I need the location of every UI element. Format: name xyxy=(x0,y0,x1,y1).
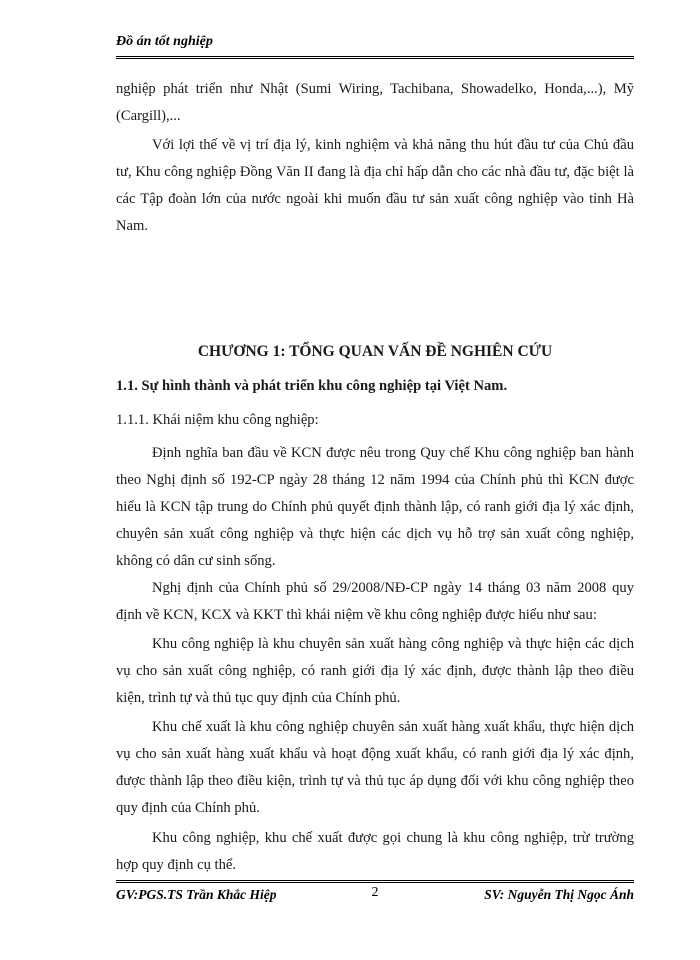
paragraph-export-zone: Khu chế xuất là khu công nghiệp chuyên sản xuất hàng xuất khẩu, thực hiện dịch vụ cho sản xuất hàng xuất khẩu và hoạt động xuất khẩu, có ranh giới địa lý xác định, được thành lập theo điều kiện, trình tự và thủ tục áp dụng đối với khu công nghiệp theo quy định của Chính phủ. xyxy=(116,719,634,816)
section-title: 1.1. Sự hình thành và phát triển khu công nghiệp tại Việt Nam. xyxy=(116,378,508,394)
footer-student: SV: Nguyễn Thị Ngọc Ánh xyxy=(484,887,634,902)
header-title: Đồ án tốt nghiệp xyxy=(116,34,213,49)
paragraph-advantages: Với lợi thế về vị trí địa lý, kinh nghiệm và khả năng thu hút đầu tư của Chủ đầu tư, Khu công nghiệp Đồng Văn II đang là địa chỉ hấp dẫn cho các nhà đầu tư, đặc biệt là các Tập đoàn lớn của nước ngoài khi muốn đầu tư sản xuất công nghiệp vào tỉnh Hà Nam. xyxy=(116,137,634,234)
paragraph-definition-1994: Định nghĩa ban đầu về KCN được nêu trong Quy chế Khu công nghiệp ban hành theo Nghị định số 192-CP ngày 28 tháng 12 năm 1994 của Chính phủ thì KCN được hiểu là KCN tập trung do Chính phủ quyết định thành lập, có ranh giới địa lý xác định, chuyên sản xuất công nghiệp và thực hiện các dịch vụ hỗ trợ sản xuất công nghiệp, không có dân cư sinh sống. xyxy=(116,445,634,569)
page-number: 2 xyxy=(371,885,379,900)
page-header xyxy=(116,34,634,59)
paragraph-continuation: nghiệp phát triển như Nhật (Sumi Wiring, Tachibana, Showadelko, Honda,...), Mỹ (Cargill),... xyxy=(116,81,634,124)
chapter-title: CHƯƠNG 1: TỔNG QUAN VẤN ĐỀ NGHIÊN CỨU xyxy=(197,343,553,360)
paragraph-industrial-zone: Khu công nghiệp là khu chuyên sản xuất hàng công nghiệp và thực hiện các dịch vụ cho sản xuất công nghiệp, có ranh giới địa lý xác định, được thành lập theo điều kiện, trình tự và thủ tục quy định của Chính phủ. xyxy=(116,636,634,706)
paragraph-general-term: Khu công nghiệp, khu chế xuất được gọi chung là khu công nghiệp, trừ trường hợp quy định cụ thể. xyxy=(116,830,634,873)
subsection-title: 1.1.1. Khái niệm khu công nghiệp: xyxy=(116,412,319,428)
page-footer xyxy=(116,880,634,907)
footer-supervisor: GV:PGS.TS Trần Khắc Hiệp xyxy=(116,887,277,902)
paragraph-decree-2008: Nghị định của Chính phủ số 29/2008/NĐ-CP ngày 14 tháng 03 năm 2008 quy định về KCN, KCX và KKT thì khái niệm về khu công nghiệp được hiểu như sau: xyxy=(116,580,634,623)
